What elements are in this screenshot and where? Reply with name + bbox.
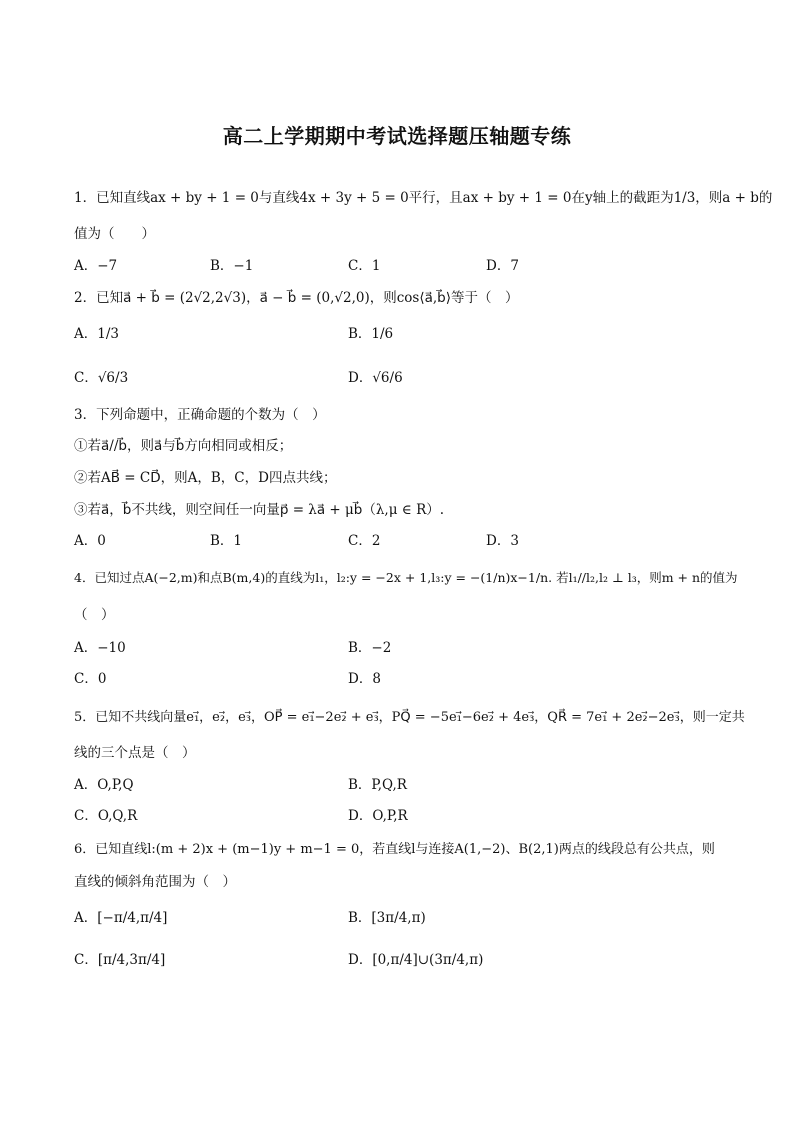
q6-option-d: D．[0,π/4]∪(3π/4,π): [348, 952, 484, 968]
q1-stem-line2: 值为（ ）: [74, 226, 155, 242]
q4-stem-line2: （ ）: [74, 607, 115, 623]
q3-option-a: A．0: [74, 533, 106, 549]
q5-option-c: C．O,Q,R: [74, 808, 138, 824]
q5-option-a: A．O,P,Q: [74, 777, 134, 793]
q4-option-c: C．0: [74, 671, 107, 687]
q3-statement-1: ①若a⃗//b⃗，则a⃗与b⃗方向相同或相反；: [74, 438, 293, 454]
q1-option-d: D．7: [486, 258, 519, 274]
q3-statement-2: ②若AB⃗ = CD⃗，则A，B，C，D四点共线；: [74, 470, 337, 486]
q6-stem-line1: 6．已知直线l:(m + 2)x + (m−1)y + m−1 = 0，若直线l与连接A(1,−2)、B(2,1)两点的线段总有公共点，则: [74, 842, 715, 857]
q5-stem-line2: 线的三个点是（ ）: [74, 745, 196, 761]
q4-option-a: A．−10: [74, 640, 126, 656]
q5-option-d: D．O,P,R: [348, 808, 408, 824]
q5-option-b: B．P,Q,R: [348, 777, 407, 793]
q3-stem-line1: 3．下列命题中，正确命题的个数为（ ）: [74, 407, 326, 423]
q6-stem-line2: 直线的倾斜角范围为（ ）: [74, 874, 236, 890]
q3-statement-3: ③若a⃗，b⃗不共线，则空间任一向量p⃗ = λa⃗ + μb⃗（λ,μ ∈ R）.: [74, 502, 445, 518]
q4-option-d: D．8: [348, 671, 381, 687]
q4-option-b: B．−2: [348, 640, 392, 656]
q6-option-a: A．[−π/4,π/4]: [74, 910, 168, 926]
q3-option-d: D．3: [486, 533, 519, 549]
q1-stem-line1: 1．已知直线ax + by + 1 = 0与直线4x + 3y + 5 = 0平行，且ax + by + 1 = 0在y轴上的截距为1/3，则a + b的: [74, 190, 773, 206]
q1-option-a: A．−7: [74, 258, 118, 274]
q2-option-b: B．1/6: [348, 326, 394, 342]
q5-stem-line1: 5．已知不共线向量e₁⃗，e₂⃗，e₃⃗，OP⃗ = e₁⃗−2e₂⃗ + e₃⃗，PQ⃗ = −5e₁⃗−6e₂⃗ + 4e₃⃗，QR⃗ = 7e₁⃗ + 2e₂⃗−2e₃⃗，则一定共: [74, 710, 745, 725]
q2-option-a: A．1/3: [74, 326, 119, 342]
q3-option-b: B．1: [210, 533, 243, 549]
q1-option-c: C．1: [348, 258, 381, 274]
q2-option-c: C．√6/3: [74, 370, 129, 386]
q3-option-c: C．2: [348, 533, 381, 549]
q6-option-c: C．[π/4,3π/4]: [74, 952, 166, 968]
page-title: 高二上学期期中考试选择题压轴题专练: [222, 124, 572, 148]
q2-stem-line1: 2．已知a⃗ + b⃗ = (2√2,2√3)，a⃗ − b⃗ = (0,√2,0)，则cos⟨a⃗,b⃗⟩等于（ ）: [74, 290, 519, 306]
q6-option-b: B．[3π/4,π): [348, 910, 426, 926]
q1-option-b: B．−1: [210, 258, 254, 274]
q4-stem-line1: 4．已知过点A(−2,m)和点B(m,4)的直线为l₁，l₂:y = −2x + 1,l₃:y = −(1/n)x−1/n. 若l₁//l₂,l₂ ⊥ l₃，则m + n的值为: [74, 570, 738, 585]
q2-option-d: D．√6/6: [348, 370, 403, 386]
